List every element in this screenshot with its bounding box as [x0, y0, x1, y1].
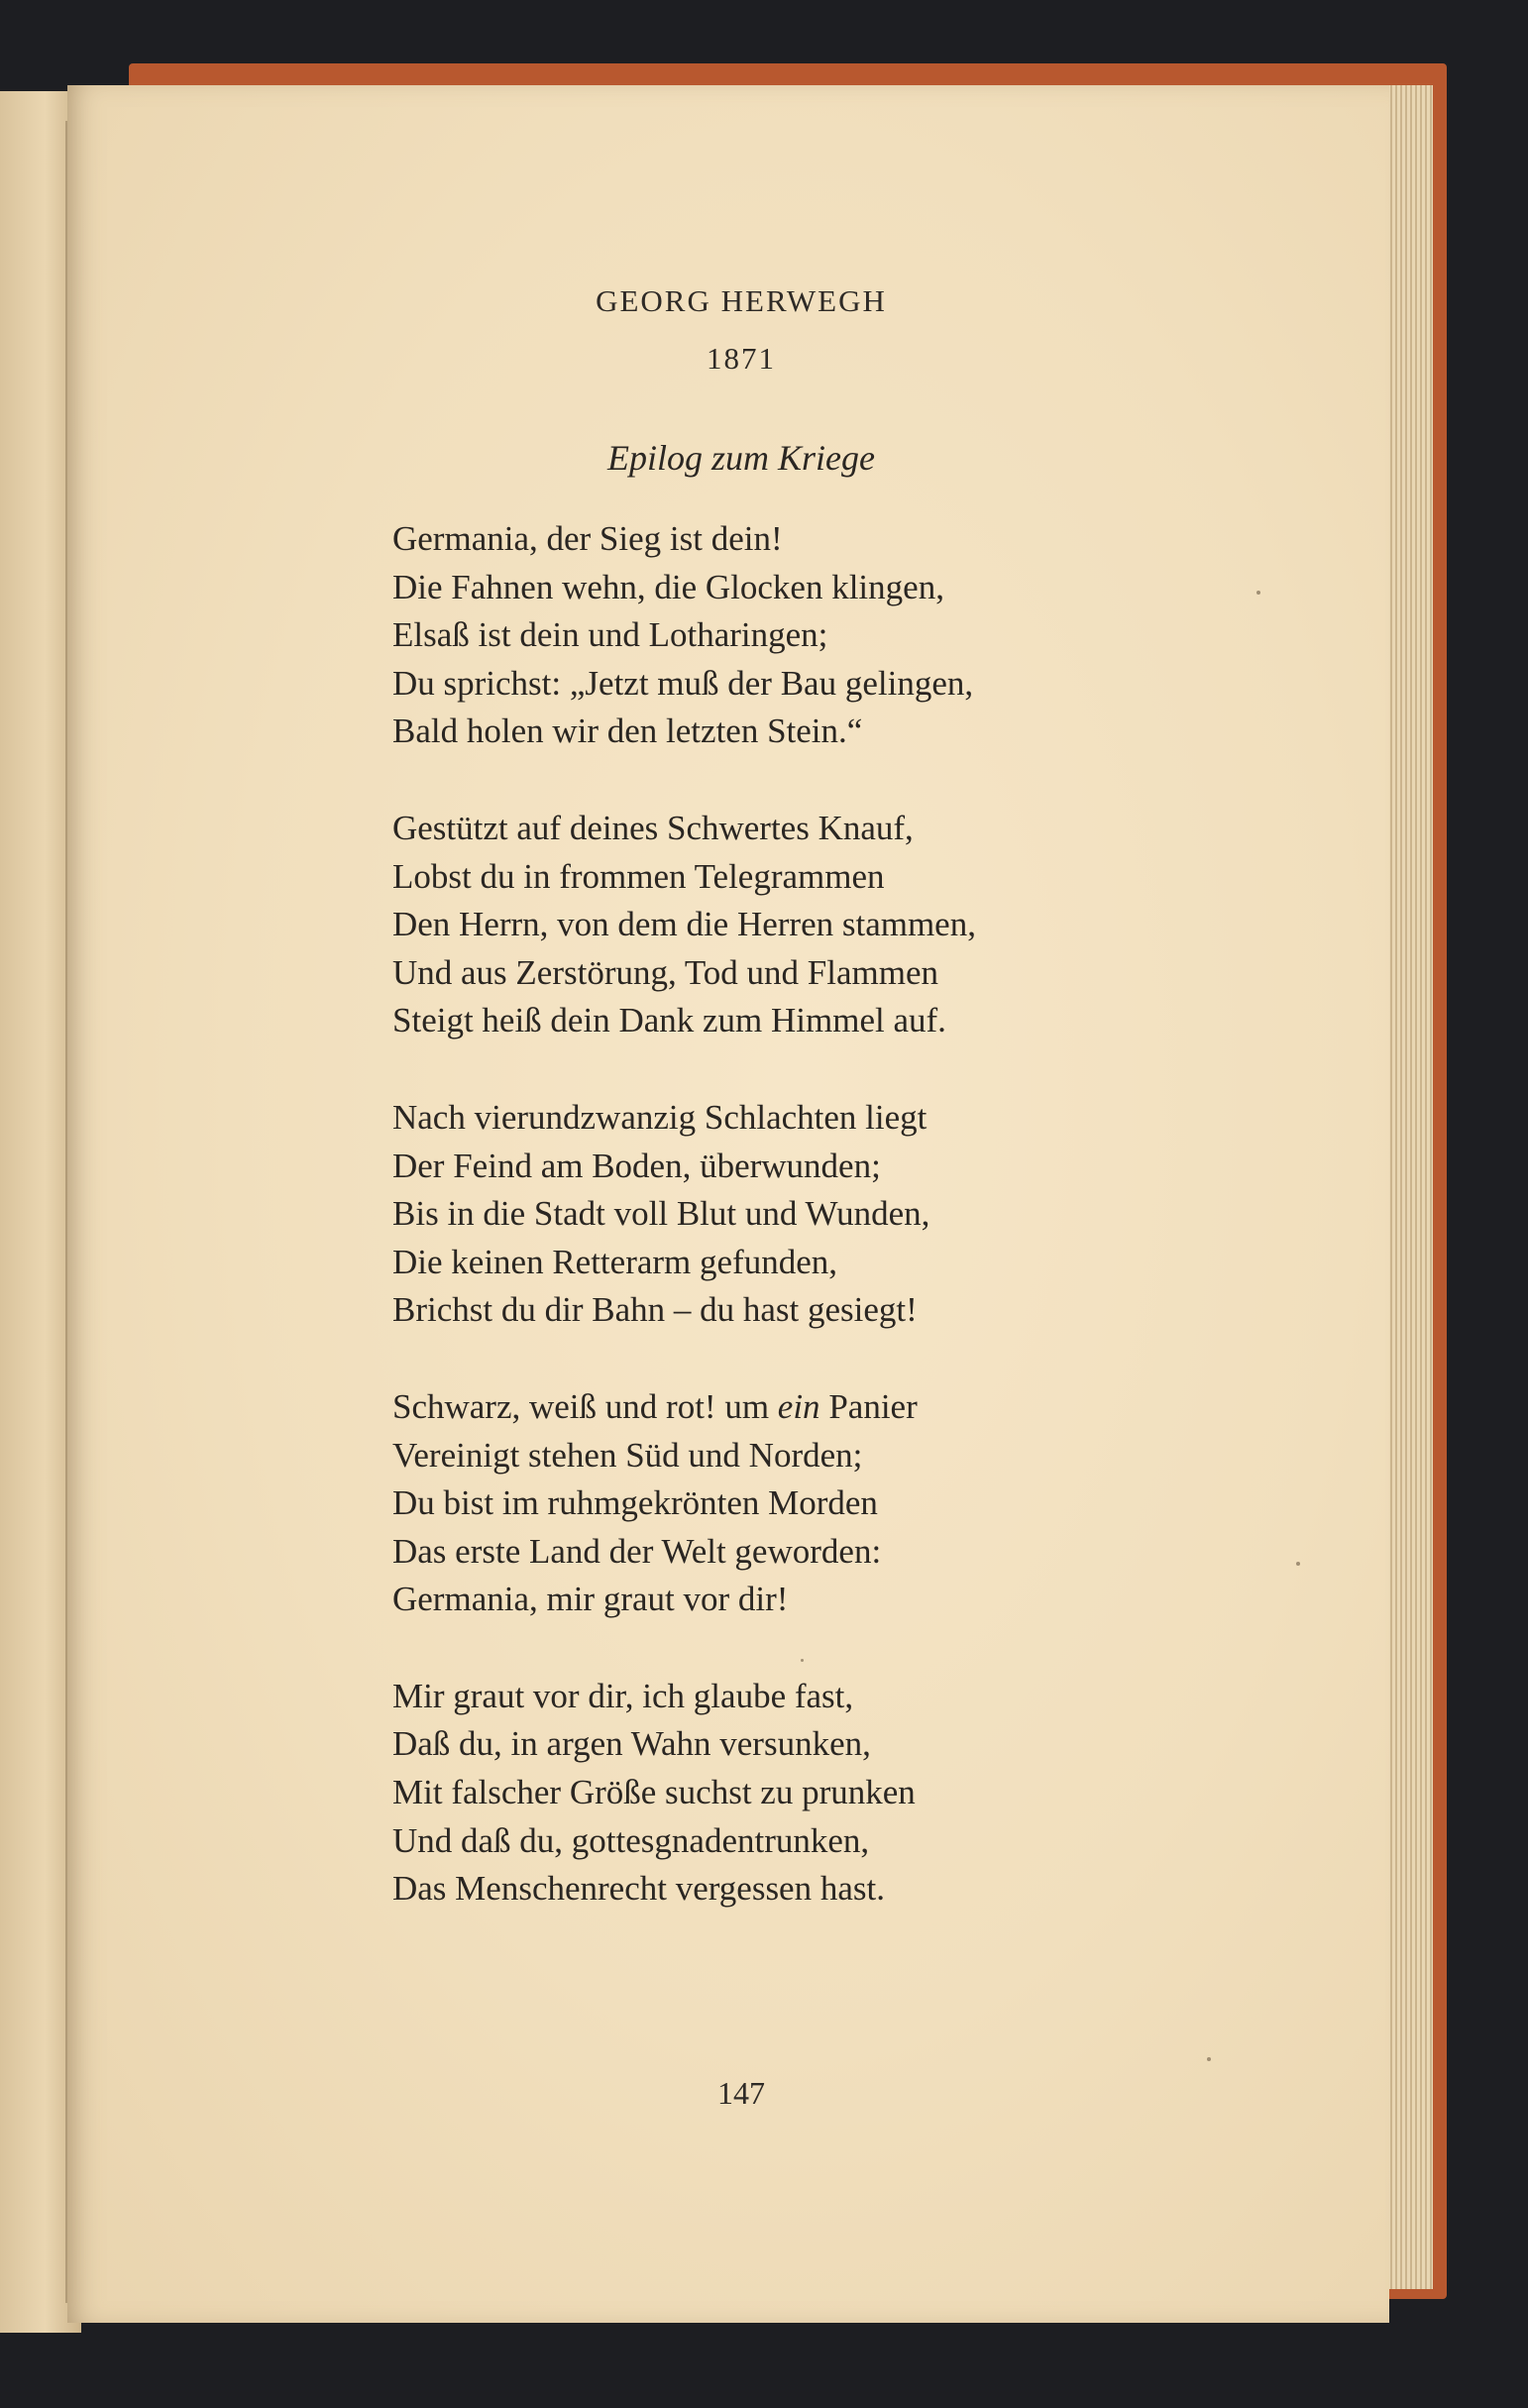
poem-line: Die Fahnen wehn, die Glocken klingen,	[392, 567, 944, 606]
poem-line: Bis in die Stadt voll Blut und Wunden,	[392, 1194, 930, 1234]
stanza	[392, 1094, 1284, 1335]
book-page	[67, 85, 1389, 2323]
poem-line: Daß du, in argen Wahn versunken,	[392, 1724, 871, 1764]
poem-line: Mit falscher Größe suchst zu prunken	[392, 1773, 916, 1812]
paper-speck	[1207, 2057, 1211, 2061]
poem-line: Germania, mir graut vor dir!	[392, 1580, 789, 1619]
poem-line: Das erste Land der Welt geworden:	[392, 1531, 882, 1571]
poem-line: Nach vierundzwanzig Schlachten liegt	[392, 1097, 928, 1137]
poem-line: Und aus Zerstörung, Tod und Flammen	[392, 952, 939, 992]
poem-line: Die keinen Retterarm gefunden,	[392, 1242, 837, 1281]
author-name: GEORG HERWEGH	[596, 283, 887, 318]
poem-line	[392, 1383, 1284, 1432]
line-segment: Panier	[819, 1386, 918, 1426]
poem-line: Du bist im ruhmgekrönten Morden	[392, 1483, 878, 1523]
poem-line: Mir graut vor dir, ich glaube fast,	[392, 1676, 854, 1715]
poem-line: Gestützt auf deines Schwertes Knauf,	[392, 808, 914, 847]
poem-year: 1871	[707, 341, 776, 376]
poem-line: Vereinigt stehen Süd und Norden;	[392, 1435, 863, 1475]
poem-line: Steigt heiß dein Dank zum Himmel auf.	[392, 1001, 946, 1040]
paper-speck	[1256, 591, 1260, 595]
poem-line: Lobst du in frommen Telegrammen	[392, 856, 885, 896]
poem-line: Das Menschenrecht vergessen hast.	[392, 1869, 885, 1909]
stanza	[392, 1673, 1284, 1914]
stanza	[392, 1383, 1284, 1624]
paper-speck	[1296, 1562, 1300, 1566]
poem-body	[392, 515, 1284, 1962]
poem-line: Den Herrn, von dem die Herren stammen,	[392, 905, 976, 944]
stanza	[392, 515, 1284, 756]
poem-line: Und daß du, gottesgnadentrunken,	[392, 1820, 870, 1860]
emphasized-word: ein	[777, 1386, 820, 1426]
stanza	[392, 805, 1284, 1045]
poem-line: Elsaß ist dein und Lotharingen;	[392, 615, 828, 655]
paper-speck	[801, 1659, 804, 1662]
poem-title: Epilog zum Kriege	[607, 438, 875, 478]
poem-line: Brichst du dir Bahn – du hast gesiegt!	[392, 1290, 918, 1330]
page-number: 147	[717, 2075, 765, 2111]
poem-line: Du sprichst: „Jetzt muß der Bau gelingen,	[392, 663, 974, 703]
line-segment: Schwarz, weiß und rot! um	[392, 1386, 778, 1426]
poem-line: Germania, der Sieg ist dein!	[392, 519, 783, 558]
poem-line: Bald holen wir den letzten Stein.“	[392, 711, 863, 751]
poem-line: Der Feind am Boden, überwunden;	[392, 1146, 881, 1185]
